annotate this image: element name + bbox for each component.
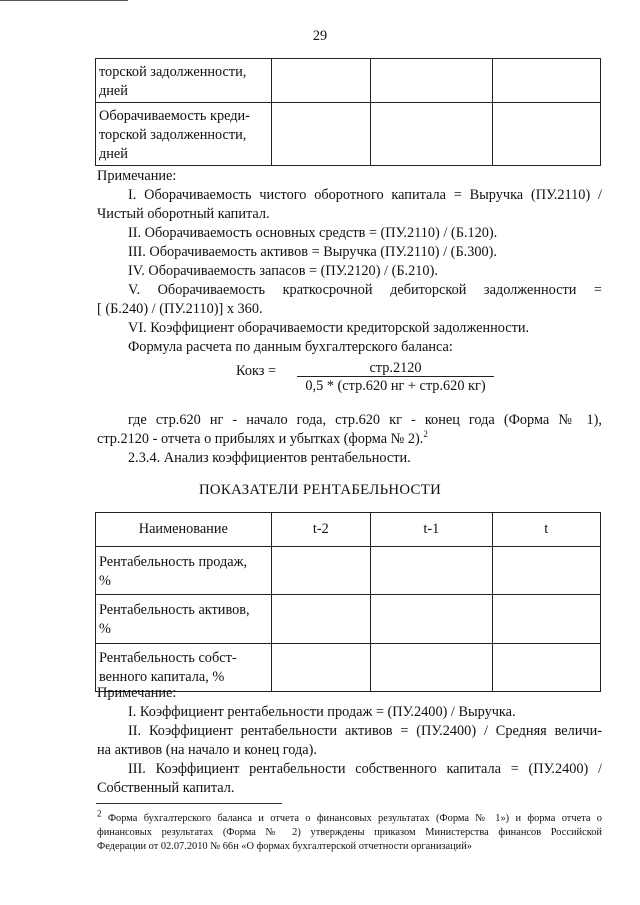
cell-line: дней bbox=[99, 146, 128, 162]
table-cell bbox=[371, 547, 492, 595]
column-header: t bbox=[492, 513, 600, 547]
top-edge-line bbox=[0, 0, 128, 1]
cell-line: % bbox=[99, 621, 111, 637]
table-cell bbox=[371, 644, 492, 692]
table-cell bbox=[96, 103, 272, 166]
cell-line: Рентабельность собст- bbox=[99, 650, 237, 666]
footnote-separator bbox=[96, 803, 282, 804]
table-cell bbox=[492, 547, 600, 595]
table-cell bbox=[271, 547, 371, 595]
table-header-row bbox=[96, 513, 601, 547]
table-row bbox=[96, 595, 601, 644]
table-row bbox=[96, 59, 601, 103]
turnover-table bbox=[95, 58, 601, 166]
footnote-line: финансовых результатах (Форма № 2) утверждены приказом Министерства финансов Российской bbox=[97, 827, 602, 838]
note-line: Формула расчета по данным бухгалтерского баланса: bbox=[128, 339, 453, 355]
footnote-reference: 2 bbox=[423, 429, 428, 440]
cell-line: торской задолженности, bbox=[99, 127, 247, 143]
table-cell bbox=[96, 59, 272, 103]
note-line: III. Коэффициент рентабельности собственного капитала = (ПУ.2400) / bbox=[128, 761, 602, 777]
formula-lhs: Кокз = bbox=[236, 363, 277, 379]
table-cell bbox=[271, 59, 370, 103]
section-title: ПОКАЗАТЕЛИ РЕНТАБЕЛЬНОСТИ bbox=[198, 482, 442, 498]
table-cell bbox=[371, 103, 492, 166]
table-cell bbox=[271, 595, 371, 644]
table-cell bbox=[371, 59, 492, 103]
note-line: II. Коэффициент рентабельности активов = (ПУ.2400) / Средняя величи- bbox=[128, 723, 602, 739]
table-cell bbox=[96, 547, 272, 595]
note-title: Примечание: bbox=[97, 685, 177, 701]
note-line: Собственный капитал. bbox=[97, 780, 235, 796]
column-header: t-1 bbox=[371, 513, 492, 547]
note-line: IV. Оборачиваемость запасов = (ПУ.2120) / (Б.210). bbox=[128, 263, 438, 279]
table-cell bbox=[492, 644, 600, 692]
footnote-number: 2 bbox=[97, 808, 102, 819]
formula-denominator: 0,5 * (стр.620 нг + стр.620 кг) bbox=[305, 378, 486, 394]
footnote-line: Федерации от 02.07.2010 № 66н «О формах бухгалтерской отчетности организаций» bbox=[97, 841, 473, 852]
profitability-table bbox=[95, 512, 601, 692]
cell-line: % bbox=[99, 573, 111, 589]
table-cell bbox=[271, 103, 370, 166]
page-number: 29 bbox=[312, 28, 328, 44]
subsection-heading: 2.3.4. Анализ коэффициентов рентабельности. bbox=[128, 450, 411, 466]
cell-line: дней bbox=[99, 83, 128, 99]
table-row bbox=[96, 103, 601, 166]
table-row bbox=[96, 547, 601, 595]
formula-explanation-line: где стр.620 нг - начало года, стр.620 кг - конец года (Форма № 1), bbox=[128, 412, 602, 428]
note-line: V. Оборачиваемость краткосрочной дебиторской задолженности = bbox=[128, 282, 602, 298]
note-line: на активов (на начало и конец года). bbox=[97, 742, 317, 758]
table-cell bbox=[371, 595, 492, 644]
column-header: Наименование bbox=[96, 513, 272, 547]
note-line: III. Оборачиваемость активов = Выручка (ПУ.2110) / (Б.300). bbox=[128, 244, 498, 260]
note-title: Примечание: bbox=[97, 168, 177, 184]
table-cell bbox=[492, 103, 600, 166]
column-header: t-2 bbox=[271, 513, 371, 547]
footnote-text: Форма бухгалтерского баланса и отчета о финансовых результатах (Форма № 1») и форма отчета о bbox=[107, 813, 602, 824]
cell-line: венного капитала, % bbox=[99, 669, 225, 685]
cell-line: Рентабельность активов, bbox=[99, 602, 250, 618]
table-cell bbox=[96, 595, 272, 644]
table-cell bbox=[492, 59, 600, 103]
note-line: [ (Б.240) / (ПУ.2110)] x 360. bbox=[97, 301, 263, 317]
table-cell bbox=[271, 644, 371, 692]
note-line: I. Коэффициент рентабельности продаж = (ПУ.2400) / Выручка. bbox=[128, 704, 516, 720]
formula-explanation-line bbox=[97, 430, 428, 449]
note-line: I. Оборачиваемость чистого оборотного капитала = Выручка (ПУ.2110) / bbox=[128, 187, 602, 203]
note-line: II. Оборачиваемость основных средств = (ПУ.2110) / (Б.120). bbox=[128, 225, 498, 241]
table-cell bbox=[492, 595, 600, 644]
cell-line: торской задолженности, bbox=[99, 64, 247, 80]
note-line: VI. Коэффициент оборачиваемости кредиторской задолженности. bbox=[128, 320, 530, 336]
note-line: Чистый оборотный капитал. bbox=[97, 206, 270, 222]
footnote-line bbox=[97, 808, 602, 826]
formula-numerator: стр.2120 bbox=[369, 360, 422, 376]
formula-explanation-text: стр.2120 - отчета о прибылях и убытках (форма № 2). bbox=[97, 431, 424, 447]
cell-line: Рентабельность продаж, bbox=[99, 554, 248, 570]
cell-line: Оборачиваемость креди- bbox=[99, 108, 250, 124]
